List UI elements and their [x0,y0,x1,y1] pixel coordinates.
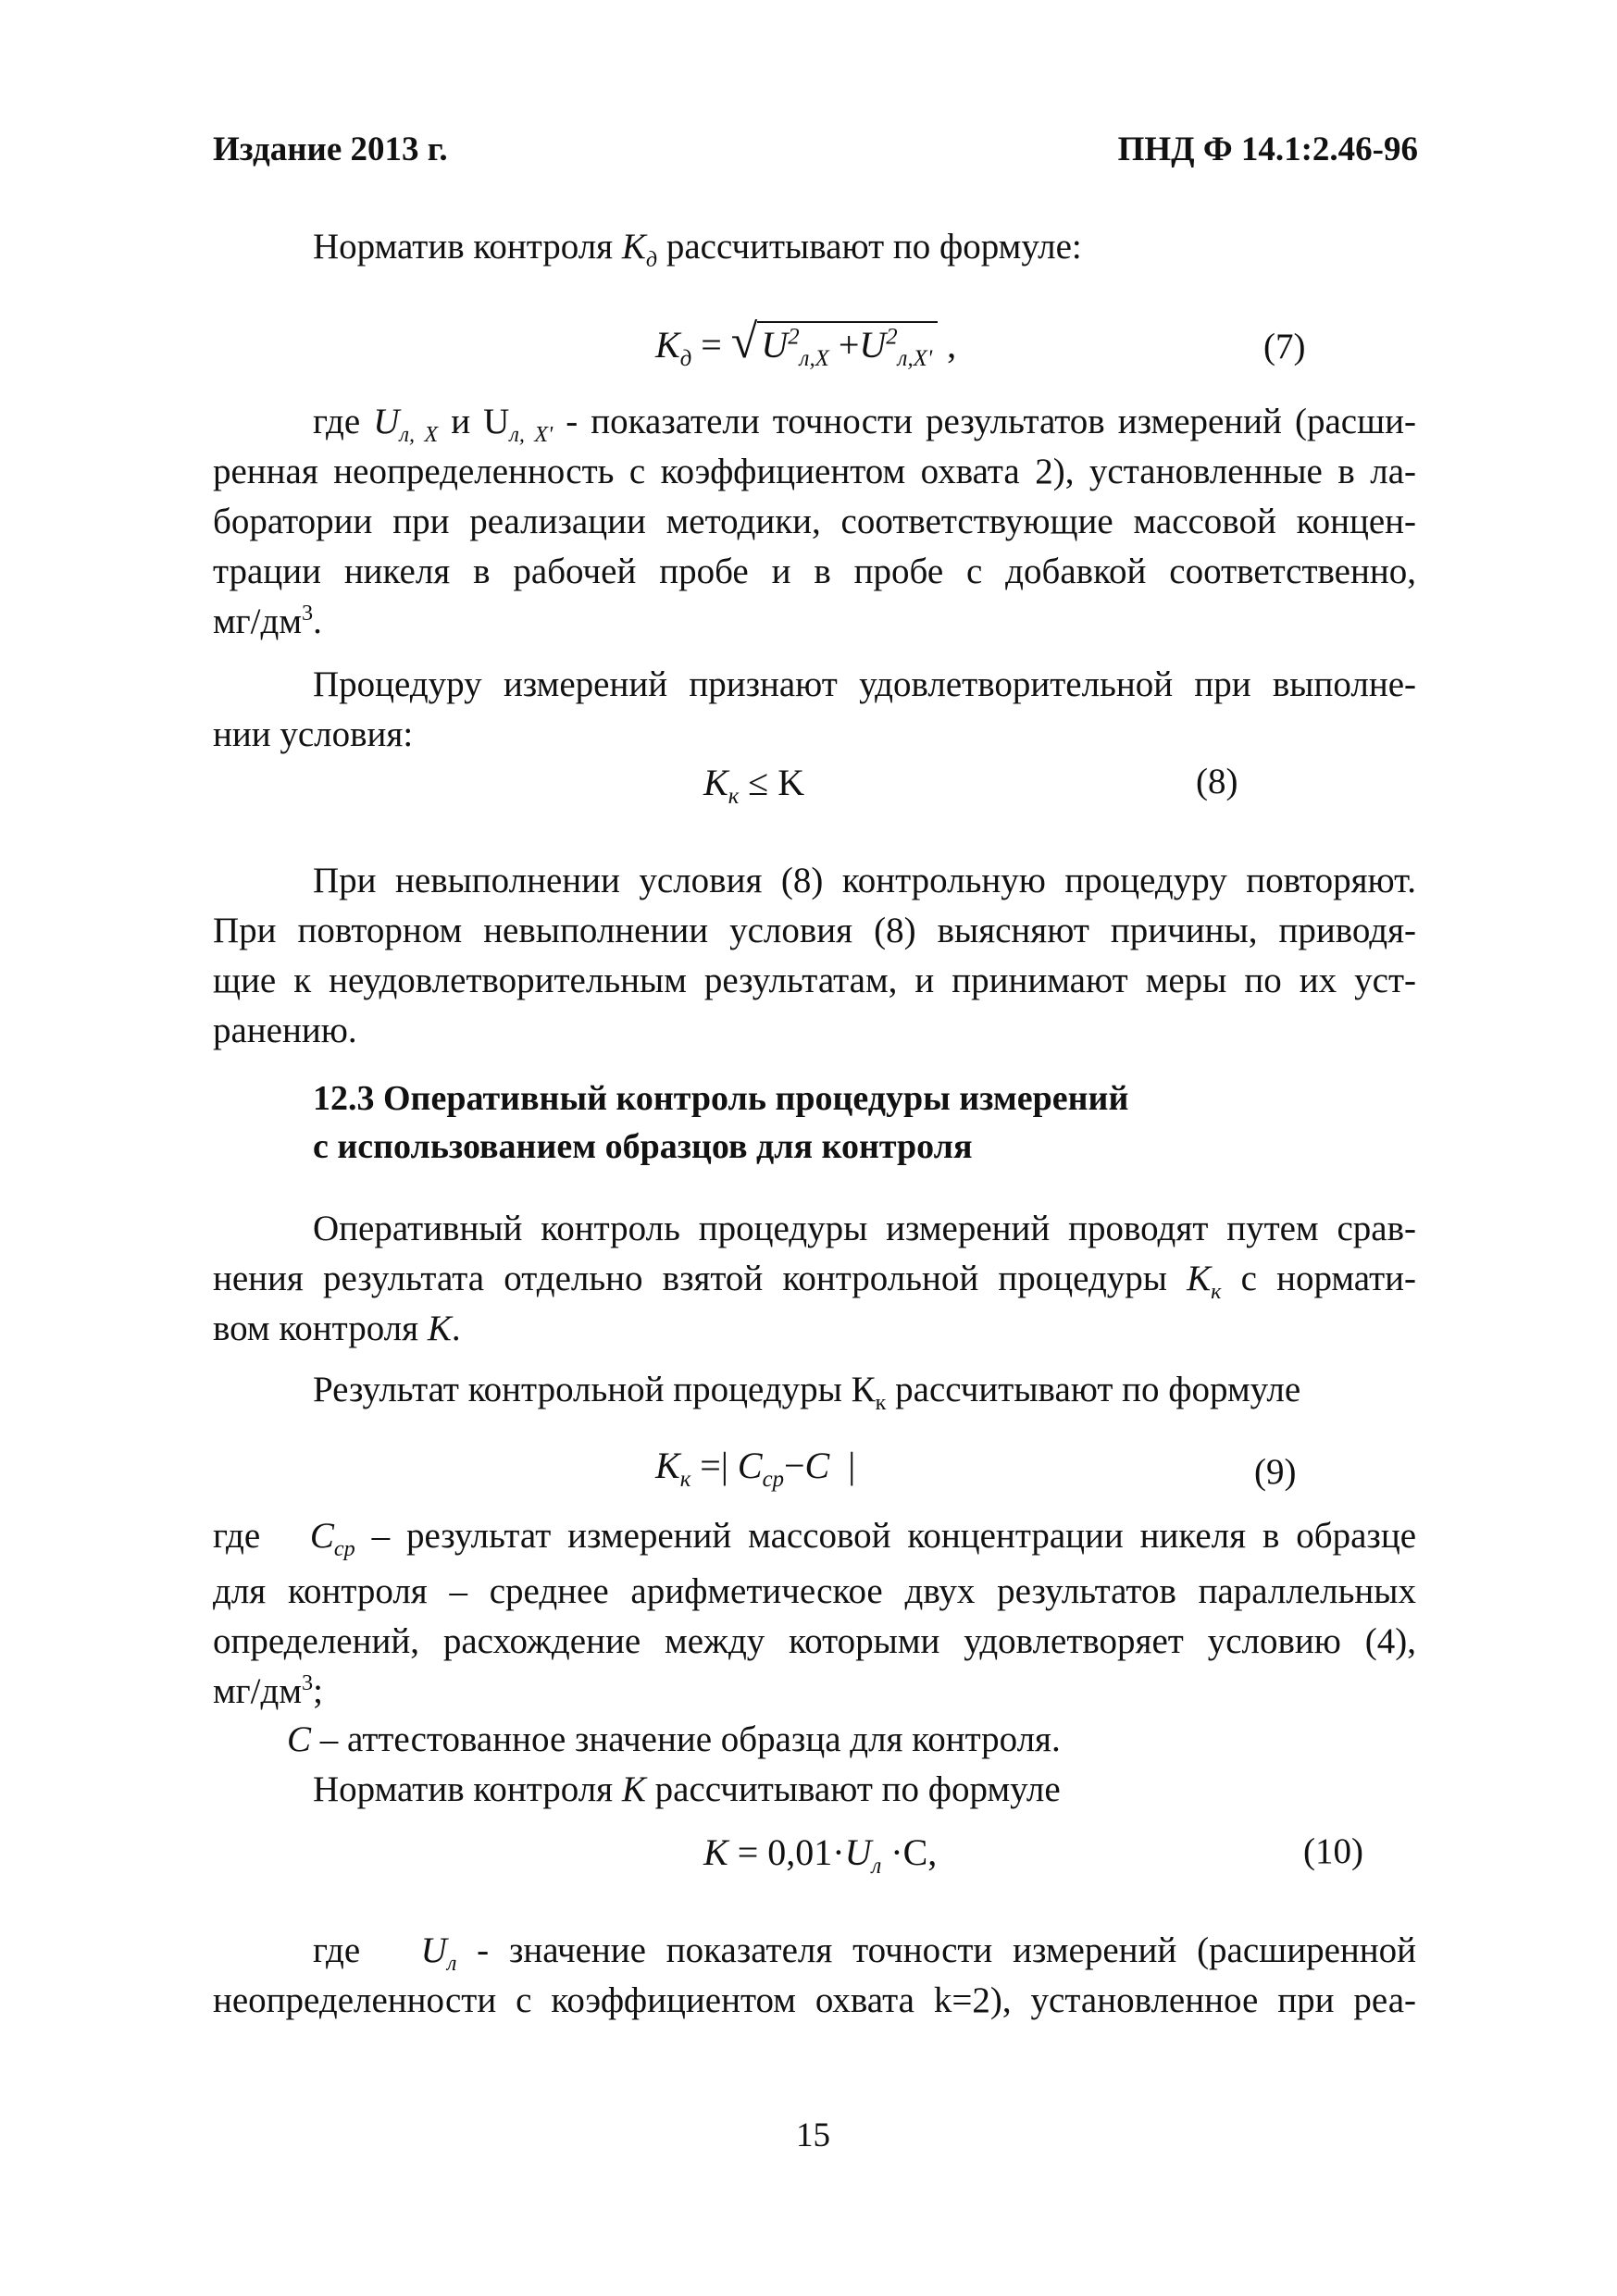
paragraph-line: трации никеля в рабочей пробе и в пробе с добавкой соответственно, [213,552,1416,591]
paragraph-line: $мг/дм^3$; [213,1670,323,1711]
paragraph-line: нения результата отдельно взятой контрольной процедуры $K_к$ с нормати- [213,1259,1416,1304]
paragraph-line: $мг/дм^3$. [213,601,322,641]
paragraph-line: Оперативный контроль процедуры измерений проводят путем срав- [313,1209,1416,1248]
paragraph-line: При невыполнении условия (8) контрольную процедуру повторяют. [313,861,1416,900]
document-code: ПНД Ф 14.1:2.46-96 [1117,130,1418,168]
paragraph-line: Процедуру измерений признают удовлетворительной при выполне- [313,664,1416,704]
paragraph-line: нии условия: [213,714,414,754]
equation-number-7: (7) [1263,327,1306,366]
section-heading-line-2: с использованием образцов для контроля [313,1127,973,1166]
formula-9: $K_к$ =| $C_{ср}-C$ | [655,1445,856,1492]
paragraph-line: определений, расхождение между которыми удовлетворяет условию (4), [213,1621,1416,1661]
paragraph-line: для контроля – среднее арифметическое двух результатов параллельных [213,1571,1416,1611]
paragraph-line: ренная неопределенность с коэффициентом охвата 2), установленные в ла- [213,452,1416,491]
formula-7: $K_д$ = √ $U^2_{л,X} +U^2_{л,X'}$ , [655,316,957,371]
equation-number-8: (8) [1196,762,1238,801]
paragraph-norm-k: Норматив контроля K рассчитывают по формуле [313,1769,1061,1809]
paragraph-result-kk: Результат контрольной процедуры $К_к$ рассчитывают по формуле [313,1370,1301,1415]
equation-number-10: (10) [1303,1831,1363,1871]
paragraph-line: щие к неудовлетворительным результатам, и принимают меры по их уст- [213,961,1416,1000]
page-number: 15 [796,2116,830,2154]
paragraph-line: При повторном невыполнении условия (8) выясняют причины, приводя- [213,911,1416,950]
paragraph-where-ul: где $U_л$ - значение показателя точности измерений (расширенной [313,1930,1416,1976]
formula-10: $K = 0,01\cdot U_л \cdot C$, [703,1831,938,1879]
paragraph-line: боратории при реализации методики, соответствующие массовой концен- [213,502,1416,541]
paragraph-where-cav: где $C_{ср}$ – результат измерений массовой концентрации никеля в образце [213,1516,1417,1561]
radical-sign: √ [730,316,758,368]
paragraph-where-u: где $U_{л, X}$ и $U_{л, X'}$ - показатели точности результатов измерений (расши- [313,402,1416,447]
equation-number-9: (9) [1254,1452,1297,1492]
paragraph-line: вом контроля K. [213,1309,461,1348]
paragraph-c-certified: C – аттестованное значение образца для контроля. [287,1719,1061,1759]
paragraph-line: ранению. [213,1011,357,1050]
formula-8: $K_к \le K$ [703,762,805,809]
paragraph-norm-kd: Норматив контроля $K_д$ рассчитывают по формуле: [313,227,1082,272]
section-heading: 12.3 Оперативный контроль процедуры измерений [313,1079,1129,1118]
paragraph-line: неопределенности с коэффициентом охвата k=2), установленное при реа- [213,1980,1416,2020]
edition-label: Издание 2013 г. [213,130,448,168]
